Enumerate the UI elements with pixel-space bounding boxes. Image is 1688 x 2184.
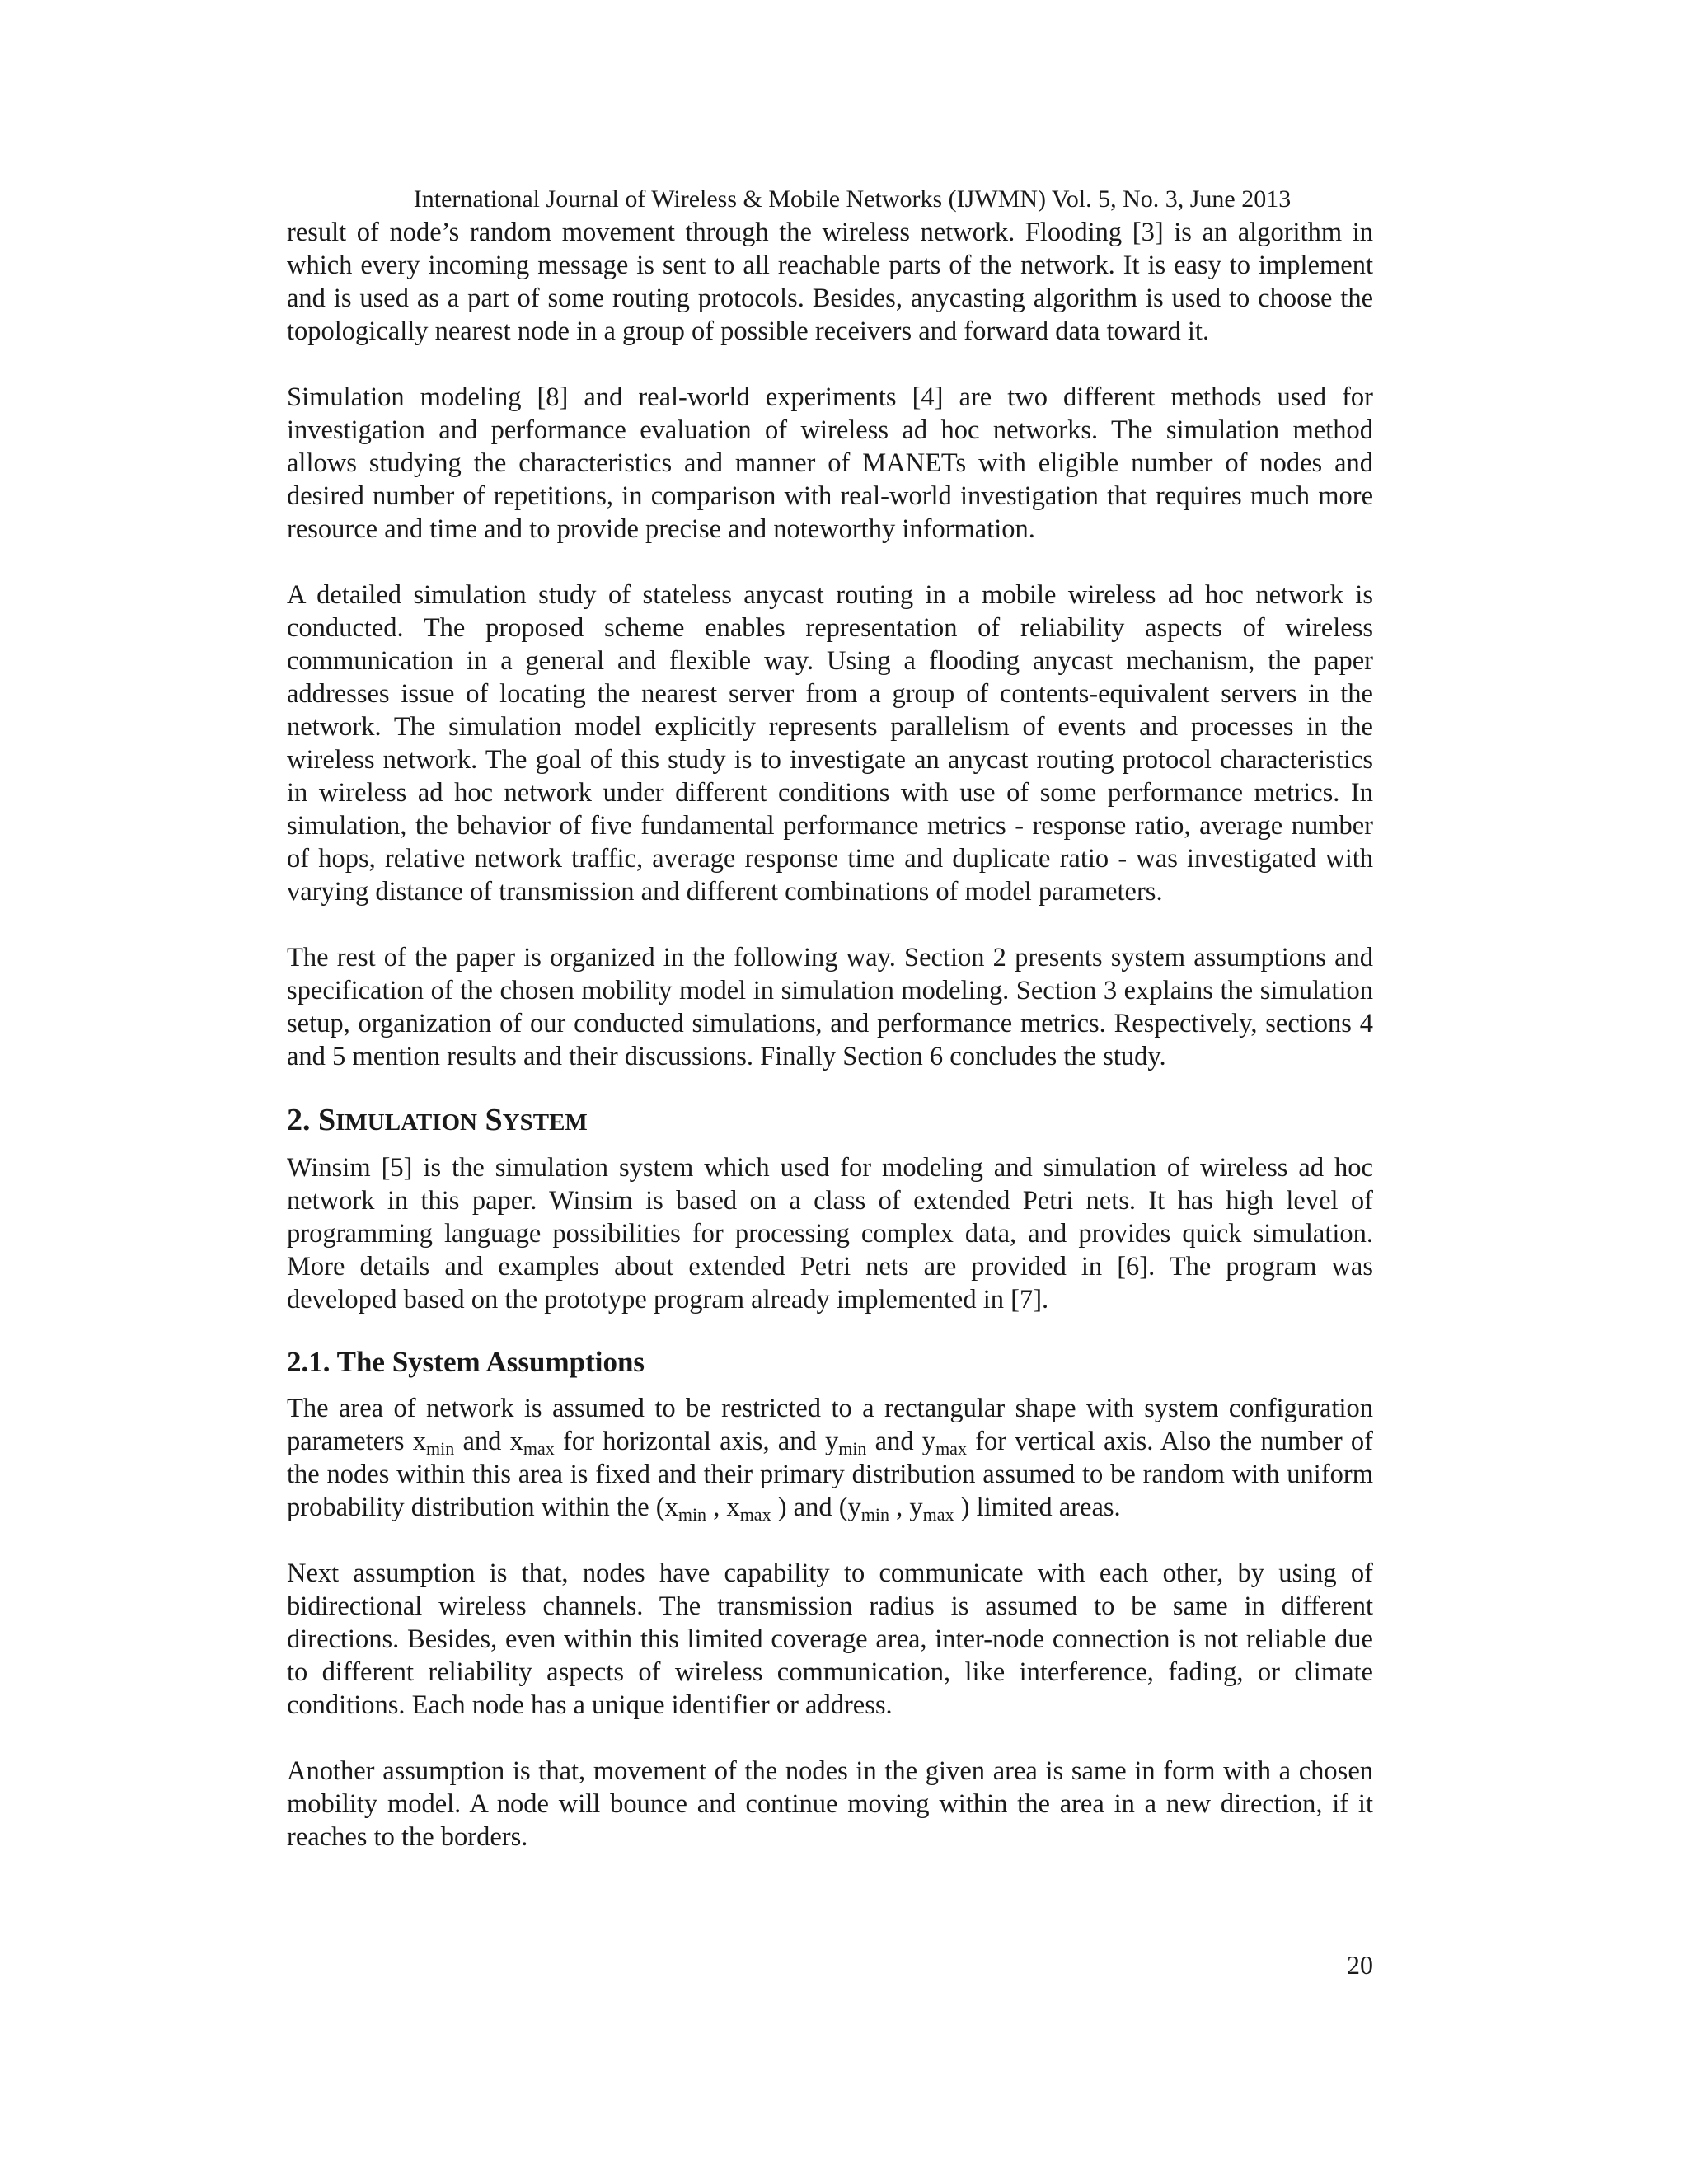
intro-paragraph-4: The rest of the paper is organized in the following way. Section 2 presents system assumptions and specification of the chosen mobility model in simulation modeling. Section 3 explains the simulation setup, organization of our conducted simulations, and performance metrics. Respectively, sections 4 and 5 mention results and their discussions. Finally Section 6 concludes the study. (287, 943, 1373, 1071)
section-number: 2. (287, 1103, 311, 1137)
subsection-heading-system-assumptions: 2.1. The System Assumptions (287, 1346, 645, 1378)
text-run: The area of network is assumed to be restricted to a rectangular shape with system configuration parameters x (287, 1394, 1373, 1456)
assumptions-paragraph-2: Next assumption is that, nodes have capability to communicate with each other, by using of bidirectional wireless channels. The transmission radius is assumed to be same in different directions. Besides, even within this limited coverage area, inter-node connection is not reliable due to different reliability aspects of wireless communication, like interference, fading, or climate conditions. Each node has a unique identifier or address. (287, 1558, 1373, 1720)
subscript: max (935, 1438, 967, 1459)
journal-header: International Journal of Wireless & Mobile Networks (IJWMN) Vol. 5, No. 3, June 2013 (413, 185, 1292, 213)
text-run: , y (889, 1493, 923, 1522)
section-word2-initial: S (485, 1103, 503, 1137)
text-run: and y (866, 1427, 936, 1456)
subscript: min (860, 1504, 890, 1525)
subscript: max (523, 1438, 555, 1459)
section-heading-simulation-system (287, 1101, 1373, 1141)
text-run: and x (454, 1427, 523, 1456)
section-2-paragraph: Winsim [5] is the simulation system which used for modeling and simulation of wireless ad hoc network in this paper. Winsim is based on a class of extended Petri nets. It has high level of programming language possibilities for processing complex data, and provides quick simulation. More details and examples about extended Petri nets are provided in [6]. The program was developed based on the prototype program already implemented in [7]. (287, 1153, 1373, 1315)
text-run: ) and (y (771, 1493, 861, 1522)
section-word1-rest: IMULATION (335, 1109, 478, 1136)
text-run: , x (706, 1493, 740, 1522)
page-body (287, 216, 1373, 1854)
assumptions-paragraph-1 (287, 1392, 1373, 1524)
text-run: ) limited areas. (954, 1493, 1121, 1522)
intro-paragraph-3: A detailed simulation study of stateless anycast routing in a mobile wireless ad hoc network is conducted. The proposed scheme enables representation of reliability aspects of wireless communication in a general and flexible way. Using a flooding anycast mechanism, the paper addresses issue of locating the nearest server from a group of contents-equivalent servers in the network. The simulation model explicitly represents parallelism of events and processes in the wireless network. The goal of this study is to investigate an anycast routing protocol characteristics in wireless ad hoc network under different conditions with use of some performance metrics. In simulation, the behavior of five fundamental performance metrics - response ratio, average number of hops, relative network traffic, average response time and duplicate ratio - was investigated with varying distance of transmission and different combinations of model parameters. (287, 580, 1373, 907)
section-word2-rest: YSTEM (502, 1109, 588, 1136)
subscript: min (838, 1438, 867, 1459)
subscript: min (426, 1438, 455, 1459)
intro-paragraph-1: result of node’s random movement through the wireless network. Flooding [3] is an algorithm in which every incoming message is sent to all reachable parts of the network. It is easy to implement and is used as a part of some routing protocols. Besides, anycasting algorithm is used to choose the topologically nearest node in a group of possible receivers and forward data toward it. (287, 218, 1373, 346)
text-run: for horizontal axis, and y (554, 1427, 839, 1456)
page-number: 20 (1347, 1950, 1373, 1980)
text-run: for vertical axis. Also the number of the nodes within this area is fixed and their primary distribution assumed to be random with uniform probability distribution within the (x (287, 1427, 1373, 1522)
subscript: min (678, 1504, 707, 1525)
subscript: max (922, 1504, 954, 1525)
intro-paragraph-2: Simulation modeling [8] and real-world experiments [4] are two different methods used for investigation and performance evaluation of wireless ad hoc networks. The simulation method allows studying the characteristics and manner of MANETs with eligible number of nodes and desired number of repetitions, in comparison with real-world investigation that requires much more resource and time and to provide precise and noteworthy information. (287, 382, 1373, 544)
subscript: max (739, 1504, 771, 1525)
assumptions-paragraph-3: Another assumption is that, movement of the nodes in the given area is same in form with a chosen mobility model. A node will bounce and continue moving within the area in a new direction, if it reaches to the borders. (287, 1756, 1373, 1852)
section-word1-initial: S (318, 1103, 336, 1137)
